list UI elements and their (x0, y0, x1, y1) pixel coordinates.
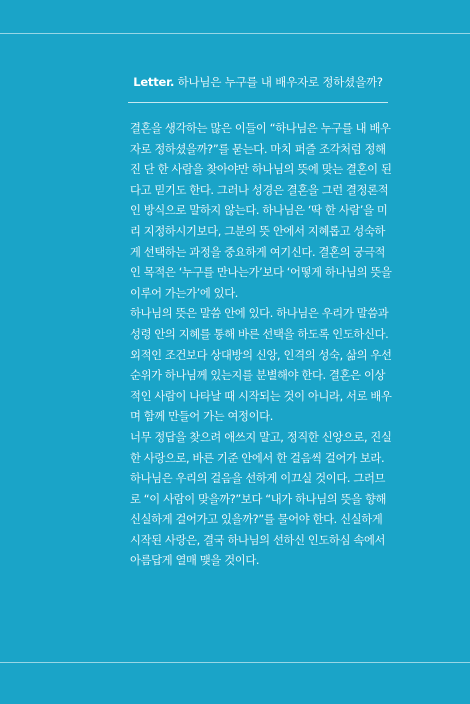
header-divider (128, 102, 388, 103)
paragraph-3: 너무 정답을 찾으려 애쓰지 말고, 정직한 신앙으로, 진실한 사랑으로, 바른 기준 안에서 한 걸음씩 걸어가 보라. 하나님은 우리의 걸음을 선하게 이끄실 것이다. 그러므로 “이 사람이 맞을까?”보다 “내가 하나님의 뜻을 향해 신실하게 걸어가고 있을까?”를 물어야 한다. 신실하게 시작된 사랑은, 결국 하나님의 선하신 인도하심 속에서 아름답게 열매 맺을 것이다. (130, 430, 392, 568)
top-divider (0, 33, 470, 34)
letter-body (130, 119, 392, 572)
letter-tag: Letter. (133, 75, 175, 89)
letter-title: 하나님은 누구를 내 배우자로 정하셨을까? (177, 75, 383, 89)
bottom-divider (0, 662, 470, 663)
paragraph-1: 결혼을 생각하는 많은 이들이 “하나님은 누구를 내 배우자로 정하셨을까?”를 묻는다. 마치 퍼즐 조각처럼 정해진 단 한 사람을 찾아야만 하나님의 뜻에 맞는 결혼이 된다고 믿기도 한다. 그러나 성경은 결혼을 그런 결정론적인 방식으로 말하지 않는다. 하나님은 ‘딱 한 사람’을 미리 지정하시기보다, 그분의 뜻 안에서 지혜롭고 성숙하게 선택하는 과정을 중요하게 여기신다. 결혼의 궁극적인 목적은 ‘누구를 만나는가’보다 ‘어떻게 하나님의 뜻을 이루어 가는가’에 있다. (130, 122, 392, 300)
paragraph-2: 하나님의 뜻은 말씀 안에 있다. 하나님은 우리가 말씀과 성령 안의 지혜를 통해 바른 선택을 하도록 인도하신다. 외적인 조건보다 상대방의 신앙, 인격의 성숙, 삶의 우선순위가 하나님께 있는지를 분별해야 한다. 결혼은 이상적인 사람이 나타날 때 시작되는 것이 아니라, 서로 배우며 함께 만들어 가는 여정이다. (130, 307, 392, 424)
letter-header (128, 74, 388, 90)
